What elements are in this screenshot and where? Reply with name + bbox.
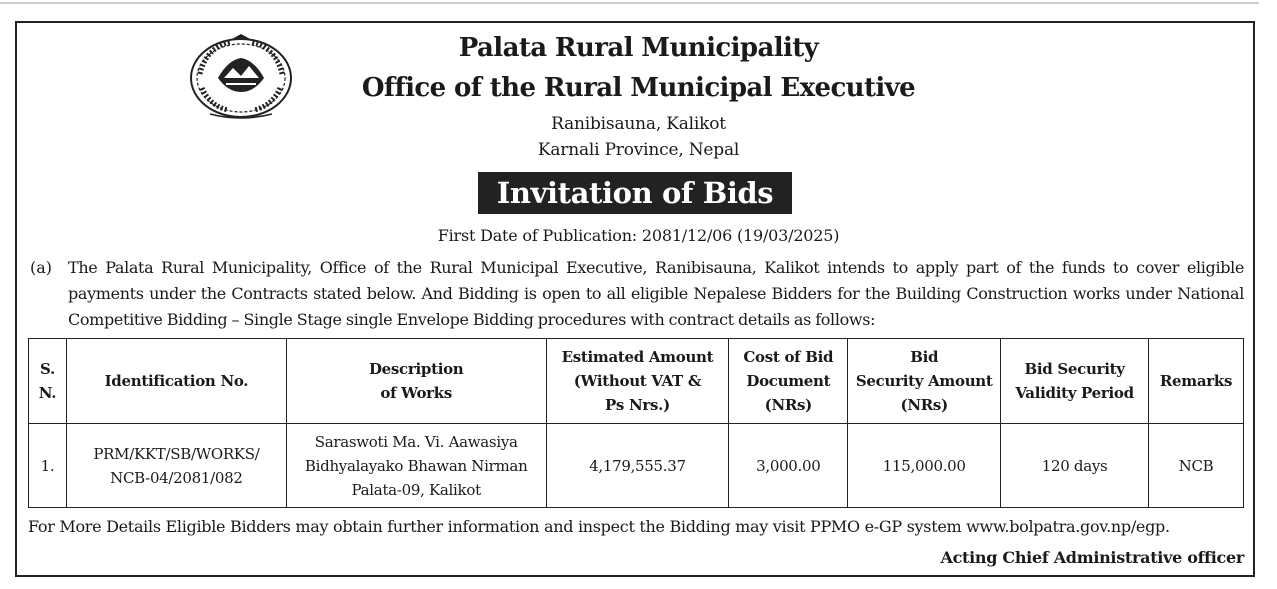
address-line-2: Karnali Province, Nepal <box>537 140 740 160</box>
header-bid-security-amount: Bid Security Amount (NRs) <box>848 339 1001 424</box>
cell-remarks: NCB <box>1148 424 1243 508</box>
header-validity-period: Bid Security Validity Period <box>1001 339 1149 424</box>
address-line-1: Ranibisauna, Kalikot <box>551 114 726 134</box>
header-sn: S. N. <box>29 339 67 424</box>
top-divider <box>0 2 1259 4</box>
header-cost-of-bid-document: Cost of Bid Document (NRs) <box>729 339 848 424</box>
cell-sn: 1. <box>29 424 67 508</box>
paragraph-marker: (a) <box>30 258 53 277</box>
table-row <box>29 424 1244 508</box>
header-identification: Identification No. <box>66 339 286 424</box>
office-name: Office of the Rural Municipal Executive <box>361 73 916 103</box>
more-info-text: For More Details Eligible Bidders may obtain further information and inspect the Bidding may visit PPMO e-GP system www.bolpatra.gov.np/egp. <box>28 517 1170 536</box>
cell-estimated-amount: 4,179,555.37 <box>546 424 729 508</box>
header-estimated-amount: Estimated Amount (Without VAT & Ps Nrs.) <box>546 339 729 424</box>
intro-paragraph: The Palata Rural Municipality, Office of the Rural Municipal Executive, Ranibisauna, Kalikot intends to apply part of the funds to cover eligible payments under the Contracts stated below. And Bidding is open to all eligible Nepalese Bidders for the Building Construction works under National Competitive Bidding – Single Stage single Envelope Bidding procedures with contract details as follows: <box>68 258 1244 329</box>
notice-title-banner: Invitation of Bids <box>478 172 792 214</box>
cell-bid-security-amount: 115,000.00 <box>848 424 1001 508</box>
cell-identification: PRM/KKT/SB/WORKS/ NCB-04/2081/082 <box>66 424 286 508</box>
bids-table <box>28 338 1244 508</box>
cell-validity-period: 120 days <box>1001 424 1149 508</box>
table-header-row <box>29 339 1244 424</box>
header-description: Description of Works <box>286 339 546 424</box>
signoff-title: Acting Chief Administrative officer <box>940 548 1244 567</box>
cell-cost-of-bid-document: 3,000.00 <box>729 424 848 508</box>
org-name: Palata Rural Municipality <box>458 33 819 63</box>
header-remarks: Remarks <box>1148 339 1243 424</box>
publication-date: First Date of Publication: 2081/12/06 (19/03/2025) <box>437 226 840 245</box>
cell-description: Saraswoti Ma. Vi. Aawasiya Bidhyalayako Bhawan Nirman Palata-09, Kalikot <box>286 424 546 508</box>
